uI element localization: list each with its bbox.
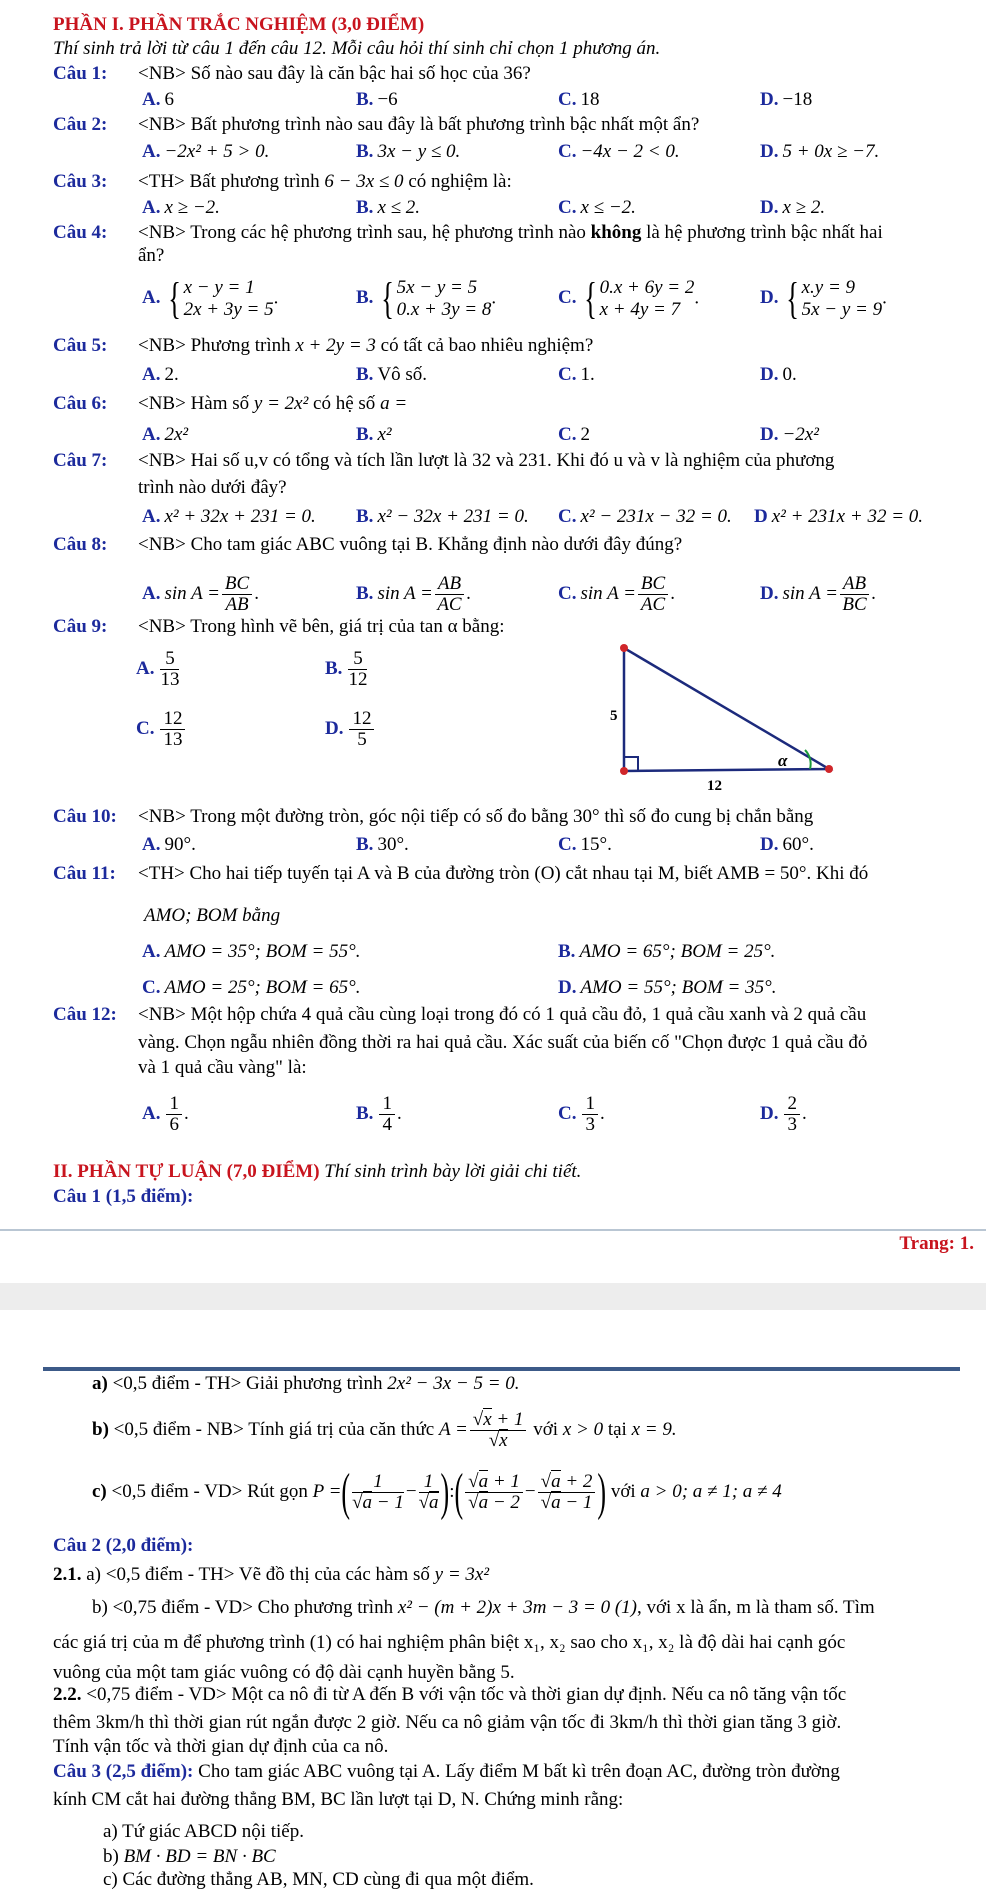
option-c: C. −4x − 2 < 0. <box>558 141 680 162</box>
option-d: D. x ≥ 2. <box>760 197 826 218</box>
right-triangle-figure <box>600 635 850 795</box>
question-1 <box>53 63 531 85</box>
option-a: A. x ≥ −2. <box>142 197 220 218</box>
essay-3c: c) Các đường thẳng AB, MN, CD cùng đi qua một điểm. <box>103 1869 534 1890</box>
vertex-dot <box>825 765 833 773</box>
option-b: B. { 5x − y = 5 0.x + 3y = 8 . <box>356 274 497 323</box>
part2-heading: II. PHẦN TỰ LUẬN (7,0 ĐIỂM) Thí sinh trình bày lời giải chi tiết. <box>53 1161 582 1182</box>
page-divider <box>0 1229 986 1231</box>
option-a: A. $\frac{1}{6}$ . <box>142 1093 189 1135</box>
option-b: B. −6 <box>356 89 398 110</box>
option-b: B. AMO = 65°; BOM = 25°. <box>558 941 776 962</box>
question-11: Câu 11: <TH> Cho hai tiếp tuyến tại A và B của đường tròn (O) cắt nhau tại M, biết AMB = 50°. Khi đó <box>53 863 869 884</box>
question-label: Câu 2: <box>53 114 108 135</box>
essay-question-3: Câu 3 (2,5 điểm): Cho tam giác ABC vuông tại A. Lấy điểm M bất kì trên đoạn AC, đường tròn đường <box>53 1761 840 1782</box>
option-d: D. 5 + 0x ≥ −7. <box>760 141 880 162</box>
header-rule <box>43 1367 960 1371</box>
option-c: C. AMO = 25°; BOM = 65°. <box>142 977 361 998</box>
option-b: B. $\frac{1}{4}$ . <box>356 1093 402 1135</box>
essay-1b: b) <0,5 điểm - NB> Tính giá trị của căn thức A = $\frac{√x + 1}{√x}$ với x > 0 tại x = 9. <box>92 1409 677 1451</box>
question-8: Câu 8: <NB> Cho tam giác ABC vuông tại B. Khẳng định nào dưới đây đúng? <box>53 534 683 555</box>
question-12: Câu 12: <NB> Một hộp chứa 4 quả cầu cùng loại trong đó có 1 quả cầu đỏ, 1 quả cầu xanh và 2 quả cầu <box>53 1004 867 1025</box>
essay-3a: a) Tứ giác ABCD nội tiếp. <box>103 1821 304 1842</box>
question-text: <NB> Số nào sau đây là căn bậc hai số học của 36? <box>138 63 531 84</box>
option-d: D. AMO = 55°; BOM = 35°. <box>558 977 777 998</box>
option-b: B. Vô số. <box>356 364 428 385</box>
essay-2-1b: b) <0,75 điểm - VD> Cho phương trình x² − (m + 2)x + 3m − 3 = 0 (1), với x là ẩn, m là tham số. Tìm <box>92 1597 875 1618</box>
option-b: B. sin A = $\frac{AB}{AC}$ . <box>356 573 471 615</box>
option-d: D. 60°. <box>760 834 814 855</box>
option-d: D. −18 <box>760 89 813 110</box>
essay-1c: c) <0,5 điểm - VD> Rút gọn P =( $\frac{1}{√a - 1}$ − $\frac{1}{√a}$ ):( $\frac{√a + 1}{√a - 2}$ − $\frac{√a + 2}{√a - 1}$ ) với a > 0; a ≠ 1; a ≠ 4 <box>92 1462 782 1521</box>
question-4-line2: ẩn? <box>138 245 165 266</box>
option-d: D. { x.y = 9 5x − y = 9 . <box>760 274 887 323</box>
essay-2-1a: 2.1. a) <0,5 điểm - TH> Vẽ đồ thị của các hàm số y = 3x² <box>53 1564 490 1585</box>
option-d: D. $\frac{12}{5}$ <box>325 709 376 750</box>
option-a: A. sin A = $\frac{BC}{AB}$ . <box>142 573 259 615</box>
essay-2-1b-line3: vuông của một tam giác vuông có độ dài cạnh huyền bằng 5. <box>53 1662 515 1683</box>
essay-1a: a) <0,5 điểm - TH> Giải phương trình 2x² − 3x − 5 = 0. <box>92 1373 520 1394</box>
angle-label: α <box>778 751 788 770</box>
option-d: D. sin A = $\frac{AB}{BC}$ . <box>760 573 876 615</box>
option-c: C. { 0.x + 6y = 2 x + 4y = 7 . <box>558 274 700 323</box>
triangle-outline <box>624 648 829 771</box>
option-d: D. $\frac{2}{3}$ . <box>760 1093 807 1135</box>
option-a: A. −2x² + 5 > 0. <box>142 141 270 162</box>
question-6: Câu 6: <NB> Hàm số y = 2x² có hệ số a = <box>53 393 408 414</box>
essay-question-2-label: Câu 2 (2,0 điểm): <box>53 1535 194 1556</box>
option-d: D. −2x² <box>760 424 819 445</box>
question-12-line3: và 1 quả cầu vàng" là: <box>138 1057 307 1078</box>
option-c: C. x ≤ −2. <box>558 197 636 218</box>
part1-title: PHẦN I. PHẦN TRẮC NGHIỆM (3,0 ĐIỂM) <box>53 14 425 35</box>
option-c: C. 18 <box>558 89 600 110</box>
page-number: Trang: 1. <box>899 1233 974 1254</box>
question-2 <box>53 114 699 136</box>
option-c: C. 15°. <box>558 834 612 855</box>
question-7: Câu 7: <NB> Hai số u,v có tổng và tích lần lượt là 32 và 231. Khi đó u và v là nghiệm của phương <box>53 450 835 471</box>
angle-arc <box>805 750 811 769</box>
vertex-dot <box>620 644 628 652</box>
question-11-line2: AMO; BOM bằng <box>144 905 281 926</box>
option-a: A. $\frac{5}{13}$ <box>136 648 180 690</box>
option-a: A. 2x² <box>142 424 189 445</box>
question-12-line2: vàng. Chọn ngẫu nhiên đồng thời ra hai quả cầu. Xác suất của biến cố "Chọn được 1 quả cầu đỏ <box>138 1032 868 1053</box>
page-break-gap <box>0 1283 986 1310</box>
option-b: B. 3x − y ≤ 0. <box>356 141 461 162</box>
essay-3-line2: kính CM cắt hai đường thẳng BM, BC lần lượt tại D, N. Chứng minh rằng: <box>53 1789 624 1810</box>
option-a: A. { x − y = 1 2x + 3y = 5 . <box>142 274 279 323</box>
option-b: B. x² <box>356 424 392 445</box>
question-3: Câu 3: <TH> Bất phương trình 6 − 3x ≤ 0 có nghiệm là: <box>53 171 512 192</box>
part1-instruction: Thí sinh trả lời từ câu 1 đến câu 12. Mỗi câu hỏi thí sinh chỉ chọn 1 phương án. <box>53 38 661 59</box>
question-7-line2: trình nào dưới đây? <box>138 477 287 498</box>
option-d: D x² + 231x + 32 = 0. <box>754 506 924 527</box>
option-a: A. 90°. <box>142 834 196 855</box>
essay-2-2-line3: Tính vận tốc và thời gian dự định của ca nô. <box>53 1736 389 1757</box>
vertex-dot <box>620 767 628 775</box>
side-label-horizontal: 12 <box>707 778 722 794</box>
question-4: Câu 4: <NB> Trong các hệ phương trình sau, hệ phương trình nào không là hệ phương trình bậc nhất hai <box>53 222 883 243</box>
option-a: A. 2. <box>142 364 179 385</box>
option-b: B. x ≤ 2. <box>356 197 421 218</box>
option-b: B. 30°. <box>356 834 409 855</box>
question-9: Câu 9: <NB> Trong hình vẽ bên, giá trị của tan α bằng: <box>53 616 505 637</box>
option-c: C. $\frac{12}{13}$ <box>136 709 187 750</box>
question-label: Câu 1: <box>53 63 108 84</box>
essay-question-1-label: Câu 1 (1,5 điểm): <box>53 1186 194 1207</box>
option-c: C. 1. <box>558 364 595 385</box>
essay-2-2-line2: thêm 3km/h thì thời gian rút ngắn được 2 giờ. Nếu ca nô giảm vận tốc đi 3km/h thì thời gian tăng 3 giờ. <box>53 1712 842 1733</box>
option-c: C. $\frac{1}{3}$ . <box>558 1093 605 1135</box>
option-a: A. 6 <box>142 89 174 110</box>
question-10: Câu 10: <NB> Trong một đường tròn, góc nội tiếp có số đo bằng 30° thì số đo cung bị chắn bằng <box>53 806 814 827</box>
option-b: B. x² − 32x + 231 = 0. <box>356 506 529 527</box>
option-b: B. $\frac{5}{12}$ <box>325 648 368 690</box>
option-c: C. sin A = $\frac{BC}{AC}$ . <box>558 573 675 615</box>
question-text: <NB> Bất phương trình nào sau đây là bất phương trình bậc nhất một ẩn? <box>138 114 700 135</box>
option-a: A. x² + 32x + 231 = 0. <box>142 506 316 527</box>
option-c: C. x² − 231x − 32 = 0. <box>558 506 732 527</box>
essay-2-2: 2.2. <0,75 điểm - VD> Một ca nô đi từ A đến B với vận tốc và thời gian dự định. Nếu ca nô tăng vận tốc <box>53 1684 847 1705</box>
option-c: C. 2 <box>558 424 590 445</box>
option-a: A. AMO = 35°; BOM = 55°. <box>142 941 361 962</box>
side-label-vertical: 5 <box>610 708 618 724</box>
option-d: D. 0. <box>760 364 797 385</box>
essay-3b: b) BM · BD = BN · BC <box>103 1846 276 1867</box>
question-5: Câu 5: <NB> Phương trình x + 2y = 3 có tất cả bao nhiêu nghiệm? <box>53 335 594 356</box>
essay-2-1b-line2: các giá trị của m để phương trình (1) có hai nghiệm phân biệt x₁, x₂ sao cho x₁, x₂ là độ dài hai cạnh góc <box>53 1632 846 1653</box>
